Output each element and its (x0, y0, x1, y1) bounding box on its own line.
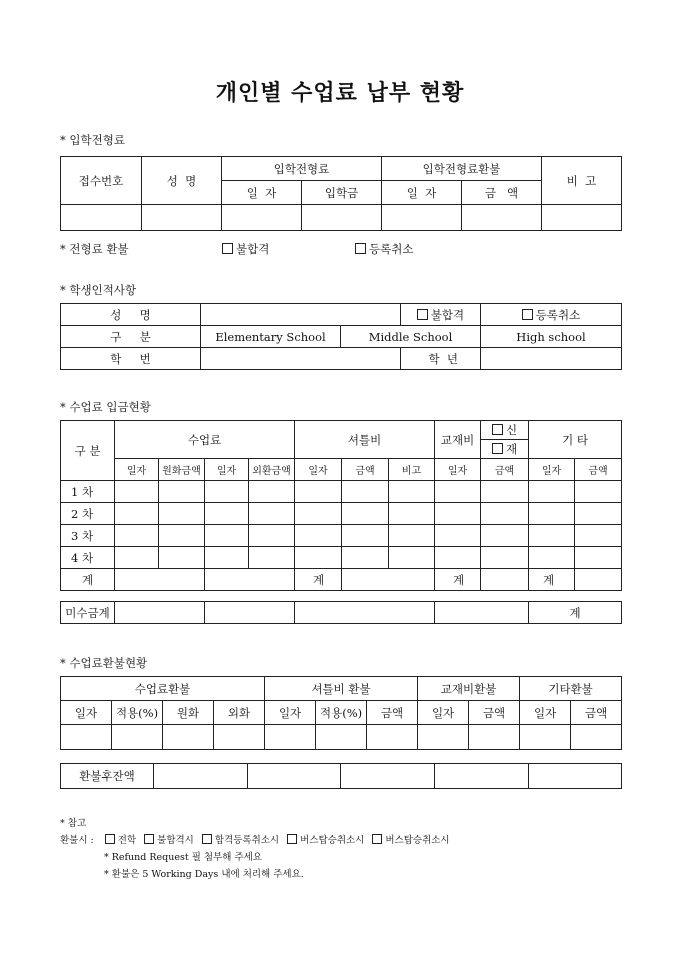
cell-grade[interactable] (481, 348, 622, 370)
refund-cell[interactable] (265, 725, 316, 750)
refund-subheader: 금액 (367, 701, 418, 725)
deposit-row (61, 503, 622, 525)
refund-cell[interactable] (112, 725, 163, 750)
deposit-cell[interactable] (481, 547, 529, 569)
page-title: 개인별 수업료 납부 현황 (215, 80, 465, 106)
refund-balance-label: 환불후잔액 (61, 764, 154, 789)
unpaid-label: 미수금계 (61, 602, 115, 624)
refund-reason-option[interactable] (287, 835, 364, 846)
deposit-subheader: 금액 (481, 459, 529, 481)
deposit-cell[interactable] (295, 503, 342, 525)
school-elementary[interactable]: Elementary School (201, 326, 341, 348)
header-refund-amount: 금 액 (462, 181, 542, 205)
refund-reason-option[interactable] (105, 835, 136, 846)
deposit-cell[interactable] (115, 481, 159, 503)
deposit-cell[interactable] (249, 525, 295, 547)
deposit-cell[interactable] (249, 547, 295, 569)
student-info-table (60, 303, 622, 370)
checkbox-icon[interactable] (287, 834, 297, 844)
cell-unpaid-tuition-fx[interactable] (205, 602, 295, 624)
refund-cell[interactable] (214, 725, 265, 750)
deposit-subheader: 일자 (295, 459, 342, 481)
deposit-subheader: 비고 (389, 459, 435, 481)
header-receipt-number: 접수번호 (61, 157, 142, 205)
checkbox-icon[interactable] (492, 424, 503, 435)
refund-cell[interactable] (163, 725, 214, 750)
cell-balance-shuttle[interactable] (248, 764, 341, 789)
shuttle-total-label: 계 (295, 569, 342, 591)
cell-entrance-fee[interactable] (302, 205, 382, 231)
deposit-cell[interactable] (342, 547, 389, 569)
cell-refund-amount[interactable] (462, 205, 542, 231)
refund-subheader: 외화 (214, 701, 265, 725)
textbook-total-label: 계 (435, 569, 481, 591)
section-student-info-heading: * 학생인적사항 (60, 283, 137, 297)
deposit-cell[interactable] (389, 525, 435, 547)
deposit-cell[interactable] (389, 547, 435, 569)
deposit-cell[interactable] (295, 525, 342, 547)
deposit-cell[interactable] (205, 547, 249, 569)
deposit-cell[interactable] (342, 503, 389, 525)
refund-reason-label: 전학 (117, 835, 137, 846)
cell-receipt-number[interactable] (61, 205, 142, 231)
refund-cell[interactable] (367, 725, 418, 750)
deposit-cell[interactable] (575, 547, 622, 569)
deposit-cell[interactable] (529, 481, 575, 503)
cell-total-shuttle[interactable] (342, 569, 435, 591)
deposit-cell[interactable] (529, 503, 575, 525)
header-admission-fee-refund: 입학전형료환불 (382, 157, 542, 181)
cell-balance-extra[interactable] (529, 764, 622, 789)
deposit-cell[interactable] (389, 481, 435, 503)
checkbox-icon[interactable] (222, 243, 233, 254)
deposit-subheader: 일자 (115, 459, 159, 481)
row-name-label: 성 명 (61, 304, 201, 326)
refund-subheader: 일자 (265, 701, 316, 725)
refund-cell[interactable] (520, 725, 571, 750)
refund-subheader: 일자 (418, 701, 469, 725)
deposit-cell[interactable] (435, 525, 481, 547)
header-other-refund: 기타환불 (520, 677, 622, 701)
deposit-cell[interactable] (575, 503, 622, 525)
cancel-option-label: 등록취소 (535, 307, 581, 322)
header-name: 성 명 (142, 157, 222, 205)
header-shuttle-refund: 셔틀비 환불 (265, 677, 418, 701)
refund-reason-line (60, 832, 450, 846)
checkbox-icon[interactable] (417, 309, 428, 320)
section-tuition-deposit-heading: * 수업료 입금현황 (60, 400, 151, 414)
deposit-cell[interactable] (159, 525, 205, 547)
cell-total-tuition-krw[interactable] (115, 569, 205, 591)
textbook-new-option[interactable] (481, 421, 529, 440)
header-shuttle: 셔틀비 (295, 421, 435, 459)
deposit-cell[interactable] (389, 503, 435, 525)
deposit-subheader: 외환금액 (249, 459, 295, 481)
student-fail-option[interactable] (401, 304, 481, 326)
header-entrance-fee: 입학금 (302, 181, 382, 205)
deposit-cell[interactable] (435, 481, 481, 503)
deposit-cell[interactable] (342, 525, 389, 547)
reference-note-1: * Refund Request 필 첨부해 주세요 (104, 852, 262, 863)
cancel-option-label: 등록취소 (369, 242, 414, 256)
refund-reason-prefix: 환불시 : (60, 835, 94, 846)
checkbox-icon[interactable] (492, 443, 503, 454)
row-student-number-label: 학 번 (61, 348, 201, 370)
other-total-label: 계 (529, 569, 575, 591)
deposit-cell[interactable] (295, 481, 342, 503)
checkbox-icon[interactable] (202, 834, 212, 844)
deposit-cell[interactable] (115, 547, 159, 569)
refund-reason-label: 버스탑승취소시 (300, 835, 365, 846)
cell-total-other[interactable] (575, 569, 622, 591)
header-division: 구 분 (61, 421, 115, 481)
deposit-cell[interactable] (575, 481, 622, 503)
deposit-subheader: 일자 (435, 459, 481, 481)
deposit-cell[interactable] (115, 525, 159, 547)
refund-reason-label: 버스탑승취소시 (385, 835, 450, 846)
checkbox-icon[interactable] (522, 309, 533, 320)
deposit-cell[interactable] (249, 503, 295, 525)
deposit-cell[interactable] (159, 481, 205, 503)
unpaid-total-label: 계 (529, 602, 622, 624)
deposit-cell[interactable] (159, 547, 205, 569)
fee-refund-cancel-option[interactable] (355, 241, 413, 257)
refund-reason-option[interactable] (144, 835, 194, 846)
fee-refund-label: * 전형료 환불 (60, 242, 129, 256)
fail-option-label: 불합격 (236, 242, 270, 256)
cell-total-textbook[interactable] (481, 569, 529, 591)
refund-subheader: 적용(%) (112, 701, 163, 725)
deposit-subheader: 금액 (575, 459, 622, 481)
tuition-deposit-table (60, 420, 622, 591)
header-textbook: 교재비 (435, 421, 481, 459)
cell-remarks[interactable] (542, 205, 622, 231)
checkbox-icon[interactable] (105, 834, 115, 844)
refund-cell[interactable] (571, 725, 622, 750)
header-textbook-refund: 교재비환불 (418, 677, 520, 701)
deposit-row-label: 1 차 (61, 481, 115, 503)
deposit-cell[interactable] (435, 547, 481, 569)
deposit-subheader: 일자 (529, 459, 575, 481)
cell-total-tuition-fx[interactable] (205, 569, 295, 591)
cell-balance-tuition[interactable] (154, 764, 248, 789)
header-refund-date: 일 자 (382, 181, 462, 205)
header-date: 일 자 (222, 181, 302, 205)
checkbox-icon[interactable] (372, 834, 382, 844)
deposit-cell[interactable] (249, 481, 295, 503)
refund-cell[interactable] (316, 725, 367, 750)
deposit-cell[interactable] (481, 525, 529, 547)
deposit-cell[interactable] (435, 503, 481, 525)
deposit-subheader: 원화금액 (159, 459, 205, 481)
refund-cell[interactable] (61, 725, 112, 750)
header-tuition-refund: 수업료환불 (61, 677, 265, 701)
deposit-row-label: 4 차 (61, 547, 115, 569)
deposit-cell[interactable] (575, 525, 622, 547)
refund-cell[interactable] (418, 725, 469, 750)
deposit-row-label: 3 차 (61, 525, 115, 547)
cell-name[interactable] (142, 205, 222, 231)
deposit-cell[interactable] (481, 503, 529, 525)
refund-reason-option[interactable] (372, 835, 449, 846)
deposit-cell[interactable] (295, 547, 342, 569)
deposit-total-label: 계 (61, 569, 115, 591)
cell-unpaid-shuttle[interactable] (295, 602, 435, 624)
cell-balance-textbook[interactable] (341, 764, 435, 789)
unpaid-total-table (60, 601, 622, 624)
refund-subheader: 적용(%) (316, 701, 367, 725)
refund-balance-table (60, 763, 622, 789)
deposit-cell[interactable] (529, 525, 575, 547)
checkbox-icon[interactable] (144, 834, 154, 844)
row-division-label: 구 분 (61, 326, 201, 348)
deposit-cell[interactable] (529, 547, 575, 569)
re-option-label: 재 (505, 442, 518, 456)
reference-note-2: * 환불은 5 Working Days 내에 처리해 주세요. (104, 869, 304, 880)
student-cancel-option[interactable] (481, 304, 622, 326)
deposit-cell[interactable] (159, 503, 205, 525)
textbook-re-option[interactable] (481, 440, 529, 459)
reference-heading: * 참고 (60, 818, 87, 829)
header-tuition: 수업료 (115, 421, 295, 459)
new-option-label: 신 (505, 423, 518, 437)
deposit-row (61, 547, 622, 569)
deposit-subheader: 금액 (342, 459, 389, 481)
cell-unpaid-tuition-krw[interactable] (115, 602, 205, 624)
school-middle[interactable]: Middle School (341, 326, 481, 348)
deposit-cell[interactable] (342, 481, 389, 503)
refund-reason-option[interactable] (202, 835, 279, 846)
deposit-subheader: 일자 (205, 459, 249, 481)
cell-balance-other[interactable] (435, 764, 529, 789)
tuition-refund-table (60, 676, 622, 750)
refund-reason-label: 불합격시 (157, 835, 194, 846)
header-remarks: 비 고 (542, 157, 622, 205)
refund-subheader: 일자 (61, 701, 112, 725)
school-high[interactable]: High school (481, 326, 622, 348)
fail-option-label: 불합격 (430, 307, 465, 322)
cell-student-name[interactable] (201, 304, 401, 326)
section-tuition-refund-heading: * 수업료환불현황 (60, 656, 148, 670)
refund-subheader: 원화 (163, 701, 214, 725)
deposit-row-label: 2 차 (61, 503, 115, 525)
deposit-row (61, 525, 622, 547)
refund-reason-label: 합격등록취소시 (214, 835, 280, 846)
header-other: 기 타 (529, 421, 622, 459)
refund-cell[interactable] (469, 725, 520, 750)
header-admission-fee: 입학전형료 (222, 157, 382, 181)
refund-subheader: 일자 (520, 701, 571, 725)
deposit-row (61, 481, 622, 503)
cell-refund-date[interactable] (382, 205, 462, 231)
admission-fee-table (60, 156, 622, 231)
fee-refund-fail-option[interactable] (222, 241, 269, 257)
refund-subheader: 금액 (571, 701, 622, 725)
section-admission-fee-heading: * 입학전형료 (60, 133, 125, 147)
row-grade-label: 학 년 (401, 348, 481, 370)
deposit-cell[interactable] (205, 481, 249, 503)
cell-unpaid-textbook[interactable] (435, 602, 529, 624)
refund-subheader: 금액 (469, 701, 520, 725)
cell-date[interactable] (222, 205, 302, 231)
deposit-cell[interactable] (205, 503, 249, 525)
deposit-cell[interactable] (481, 481, 529, 503)
deposit-cell[interactable] (115, 503, 159, 525)
cell-student-number[interactable] (201, 348, 401, 370)
deposit-cell[interactable] (205, 525, 249, 547)
checkbox-icon[interactable] (355, 243, 366, 254)
